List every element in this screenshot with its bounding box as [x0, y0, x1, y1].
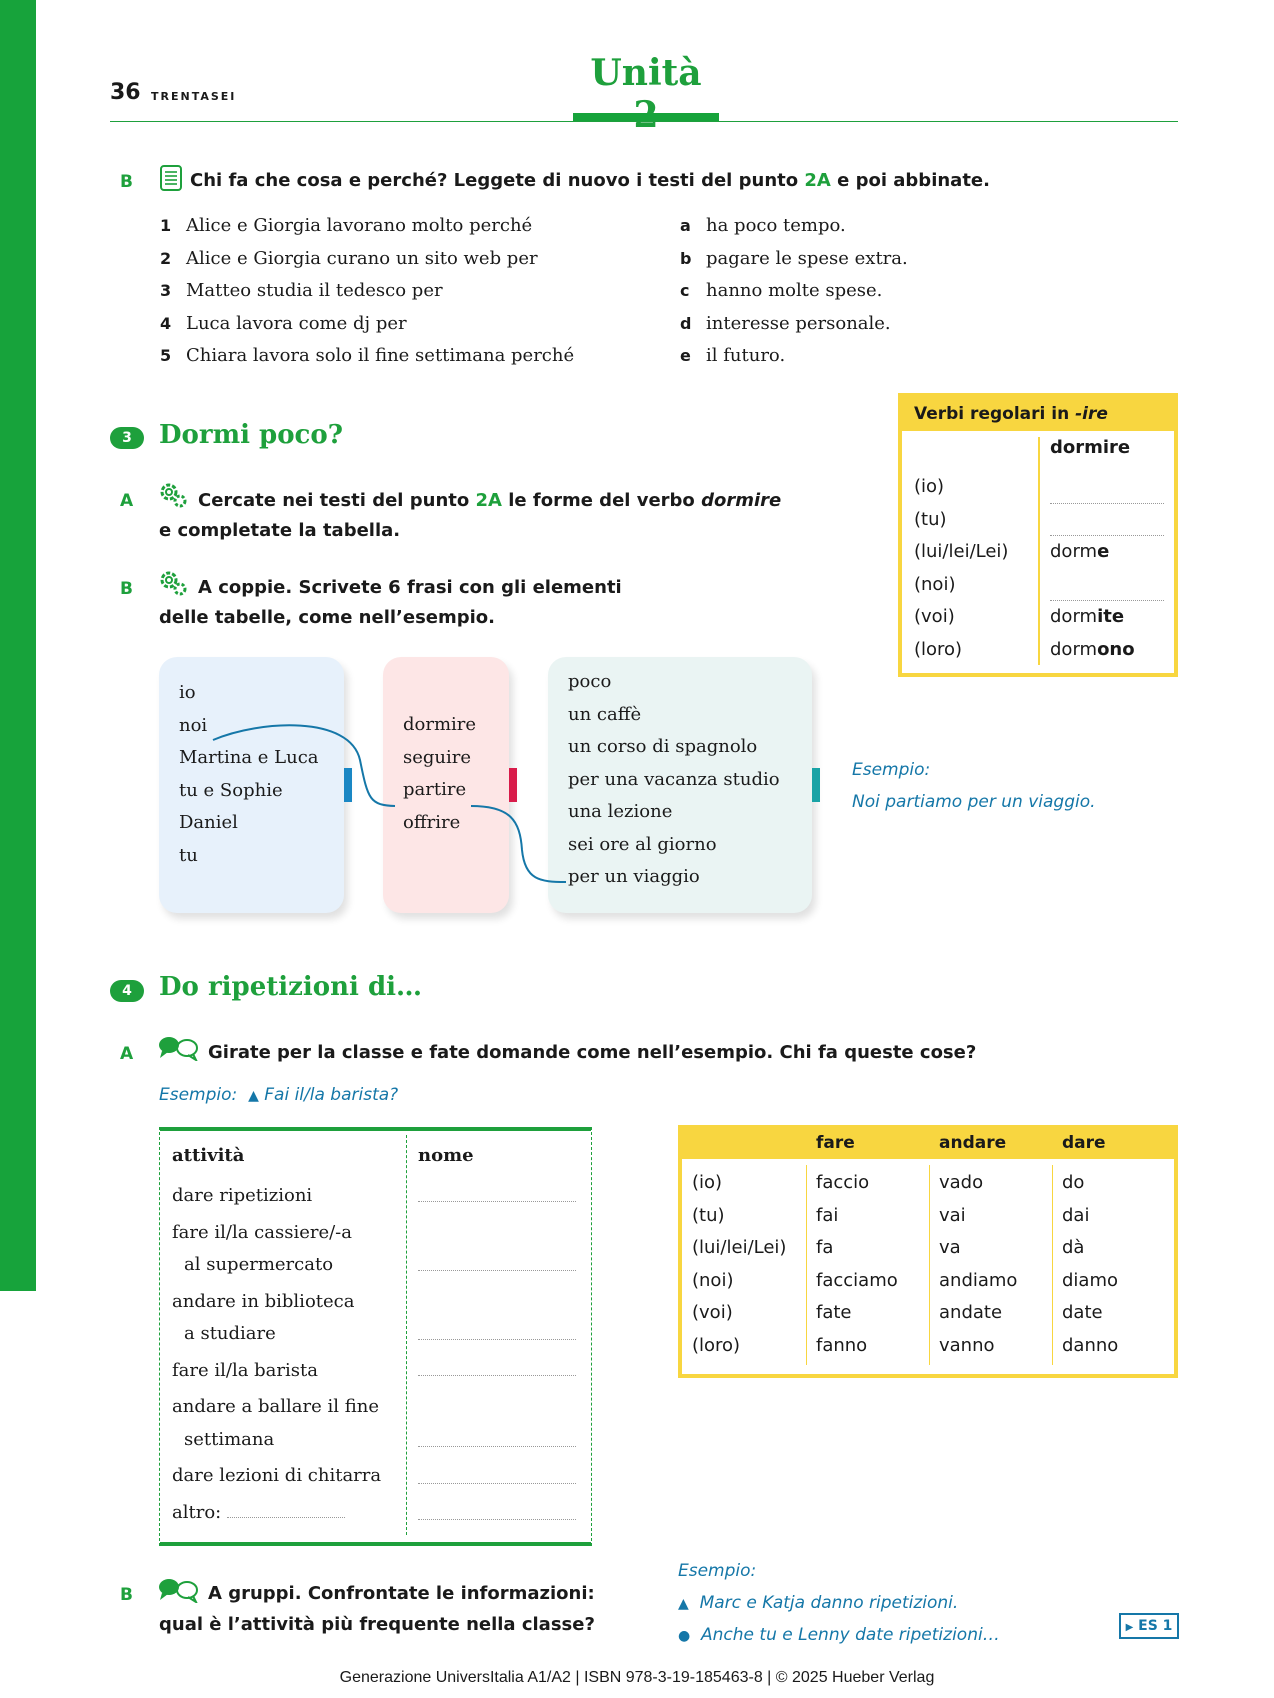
verb-form: dormono: [1050, 638, 1135, 660]
section-3-title: Dormi poco?: [159, 420, 343, 450]
column-header-dare: dare: [1062, 1133, 1106, 1153]
list-item: tu: [179, 844, 198, 866]
pronoun: (loro): [914, 638, 963, 660]
triangle-icon: ▲: [248, 1088, 259, 1104]
column-header-dormire: dormire: [1050, 437, 1131, 458]
section-4-badge: 4: [110, 980, 144, 1002]
pronoun: (tu): [914, 508, 947, 530]
exercise-letter-b: B: [120, 1585, 133, 1605]
name-header: nome: [418, 1145, 474, 1166]
list-item: Martina e Luca: [179, 747, 319, 768]
column-divider: [1052, 1165, 1053, 1365]
list-item: 1 Alice e Giorgia lavorano molto perché: [160, 215, 533, 236]
exercise-letter-a: A: [120, 491, 134, 511]
page-number-word: TRENTASEI: [151, 90, 237, 103]
list-item: una lezione: [568, 801, 673, 822]
table-row: fare il/la barista: [172, 1359, 318, 1381]
list-item: 4 Luca lavora come dj per: [160, 312, 407, 334]
exercise-3a-instruction-line2: e completate la tabella.: [159, 520, 401, 541]
speech-bubbles-icon: [157, 1035, 201, 1061]
exercise-letter-b: B: [120, 172, 133, 192]
speech-bubbles-icon: [157, 1577, 201, 1603]
example-question: Fai il/la barista?: [264, 1085, 399, 1105]
list-item: dormire: [403, 714, 477, 735]
verb-form: dorme: [1050, 541, 1110, 562]
example-label: Esempio: ▲ Fai il/la barista?: [159, 1085, 399, 1105]
triangle-icon: ▲: [678, 1596, 689, 1612]
column-header-fare: fare: [816, 1133, 855, 1153]
list-item: un corso di spagnolo: [568, 736, 758, 757]
table-row: andare a ballare il fine settimana: [172, 1396, 379, 1450]
example-sentence: Noi partiamo per un viaggio.: [852, 792, 1096, 812]
list-item: per un viaggio: [568, 866, 700, 887]
play-triangle-icon: ▶: [1125, 1622, 1134, 1633]
list-item: poco: [568, 671, 612, 692]
pronoun: (noi): [914, 573, 956, 595]
regular-verbs-title: Verbi regolari in -ire: [902, 397, 1174, 431]
list-item: un caffè: [568, 703, 642, 725]
exercise-4b-instruction: A gruppi. Confrontate le informazioni:: [208, 1583, 595, 1604]
regular-verbs-box: [898, 393, 1178, 677]
list-item: 5 Chiara lavora solo il fine settimana perché: [160, 345, 575, 366]
list-item: 2 Alice e Giorgia curano un sito web per: [160, 247, 538, 269]
name-blank-field[interactable]: [418, 1375, 576, 1376]
list-item: a ha poco tempo.: [680, 215, 846, 236]
blank-field[interactable]: [1050, 569, 1164, 602]
list-item: b pagare le spese extra.: [680, 247, 908, 269]
exercise-4a-instruction: Girate per la classe e fate domande come nell’esempio. Chi fa queste cose?: [208, 1042, 977, 1063]
table-row: dare lezioni di chitarra: [172, 1465, 382, 1486]
dormire-forms: [1050, 471, 1164, 666]
unit-title: Unità: [590, 52, 702, 94]
activity-list: [172, 1180, 381, 1529]
pronoun: (io): [914, 476, 945, 497]
section-3-badge: 3: [110, 427, 144, 449]
example-line-1: ▲ Marc e Katja danno ripetizioni.: [678, 1593, 959, 1613]
list-item: offrire: [403, 811, 461, 833]
column-divider: [929, 1165, 930, 1365]
section-4-title: Do ripetizioni di…: [159, 972, 422, 1002]
irregular-verbs-header: [682, 1129, 1174, 1159]
table-row: fare il/la cassiere/-a al supermercato: [172, 1221, 352, 1275]
list-item: Daniel: [179, 812, 238, 833]
list-item: seguire: [403, 746, 472, 768]
instruction-text: Chi fa che cosa e perché? Leggete di nuovo i testi del punto: [190, 170, 805, 191]
footer-credits: Generazione UniversItalia A1/A2 | ISBN 978-3-19-185463-8 | © 2025 Hueber Verlag: [339, 1669, 935, 1686]
example-label: Esempio:: [678, 1561, 757, 1581]
circle-icon: ●: [678, 1628, 691, 1644]
dare-forms: do dai dà diamo date danno: [1062, 1172, 1119, 1356]
pronoun-column: (io) (tu) (lui/lei/Lei) (noi) (voi) (loro): [692, 1172, 787, 1356]
activity-header: attività: [172, 1145, 245, 1166]
exercise-letter-a: A: [120, 1044, 134, 1064]
blank-field[interactable]: [1050, 504, 1164, 537]
blank-field[interactable]: [1050, 471, 1164, 504]
list-item: e il futuro.: [680, 345, 786, 366]
instruction-ref: 2A: [804, 170, 831, 191]
pronoun-column: [914, 471, 1008, 666]
name-blank-field[interactable]: [418, 1270, 576, 1271]
list-item: d interesse personale.: [680, 312, 891, 334]
list-item: noi: [179, 714, 208, 736]
table-row: dare ripetizioni: [172, 1185, 313, 1206]
exercise-reference-label: ES 1: [1138, 1618, 1173, 1634]
exercise-reference-button[interactable]: [1119, 1613, 1179, 1639]
column-divider: [406, 1135, 407, 1535]
list-item: sei ore al giorno: [568, 833, 717, 855]
name-blank-field[interactable]: [418, 1339, 576, 1340]
instruction-text-end: e poi abbinate.: [830, 170, 990, 191]
verb-form: dormite: [1050, 606, 1125, 627]
altro-blank-field[interactable]: [227, 1501, 345, 1518]
exercise-3b-instruction: A coppie. Scrivete 6 frasi con gli elementi: [198, 577, 622, 598]
exercise-3b-instruction-line2: delle tabelle, come nell’esempio.: [159, 607, 496, 628]
table-row: andare in biblioteca a studiare: [172, 1290, 355, 1344]
table-row: altro:: [172, 1497, 381, 1530]
exercise-letter-b: B: [120, 579, 133, 599]
list-item: per una vacanza studio: [568, 768, 780, 790]
page-number: 36: [110, 80, 141, 105]
exercise-3a-instruction: Cercate nei testi del punto 2A le forme del verbo dormire: [198, 490, 782, 511]
column-header-andare: andare: [939, 1133, 1007, 1153]
name-blank-field[interactable]: [418, 1519, 576, 1520]
irregular-verbs-box: [678, 1125, 1178, 1378]
column-divider: [1038, 437, 1040, 665]
column-divider: [806, 1165, 807, 1365]
name-blank-field[interactable]: [418, 1483, 576, 1484]
example-line-2: ● Anche tu e Lenny date ripetizioni…: [678, 1625, 1000, 1645]
andare-forms: vado vai va andiamo andate vanno: [939, 1172, 1018, 1356]
exercise-4b-instruction-line2: qual è l’attività più frequente nella classe?: [159, 1614, 595, 1635]
name-blank-field[interactable]: [418, 1446, 576, 1447]
pronoun: (voi): [914, 606, 955, 627]
pronoun: (lui/lei/Lei): [914, 541, 1009, 562]
list-item: tu e Sophie: [179, 779, 283, 801]
name-blank-field[interactable]: [418, 1201, 576, 1202]
list-item: io: [179, 682, 196, 703]
list-item: partire: [403, 779, 467, 800]
list-item: 3 Matteo studia il tedesco per: [160, 280, 443, 301]
activity-table: [159, 1127, 592, 1546]
list-item: c hanno molte spese.: [680, 280, 883, 301]
fare-forms: faccio fai fa facciamo fate fanno: [816, 1172, 898, 1356]
example-label: Esempio:: [852, 760, 931, 780]
